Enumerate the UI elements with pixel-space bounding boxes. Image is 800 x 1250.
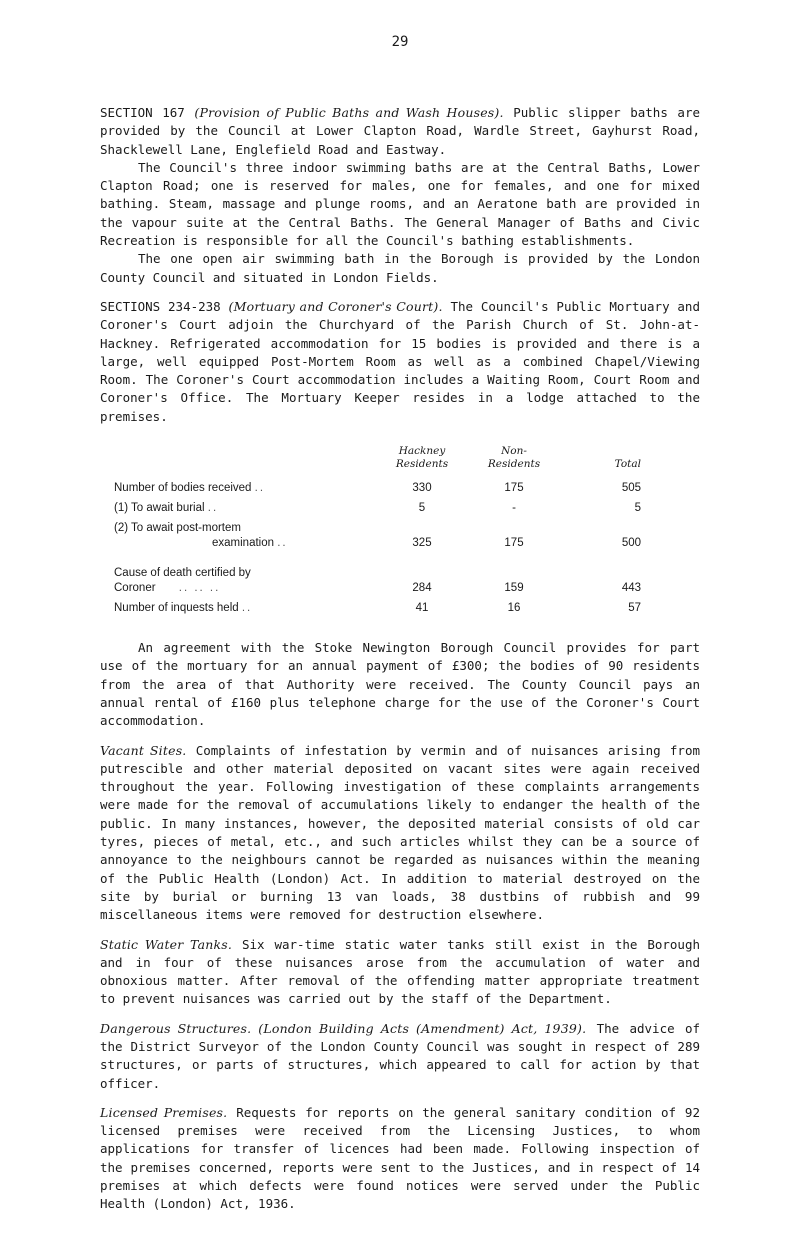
page-number: 29	[391, 34, 409, 50]
section-167-swimming-baths: The Council's three indoor swimming baths are at the Central Baths, Lower Clapton Road; one is reserved for males, one for females, and one for mixed bathing. Steam, massage and plunge rooms, and an Aeratone bath are provided in the vapour suite at the Central Baths. The General Manager of Baths and Civic Recreation is responsible for all the Council's bathing establishments.	[100, 159, 700, 249]
static-tanks-paragraph	[100, 936, 700, 1009]
section-167-heading: SECTION 167	[100, 105, 185, 120]
cell-total: 500	[621, 537, 641, 550]
page-content	[100, 104, 700, 1214]
leader-dots: ..	[254, 482, 266, 495]
cell-non-residents: -	[512, 502, 516, 515]
leader-dots: ..	[241, 602, 253, 615]
licensed-premises-paragraph	[100, 1104, 700, 1214]
section-167-text: Public slipper baths are provided by the Council at Lower Clapton Road, Wardle Street, Gayhurst Road, Shacklewell Lane, Englefield Road and Eastway.	[100, 105, 700, 157]
dangerous-structures-text: The advice of the District Surveyor of the London County Council was sought in respect of 289 structures, or parts of structures, which appeared to call for action by that officer.	[100, 1020, 700, 1091]
table-row	[114, 564, 651, 599]
row-label: Cause of death certified by	[114, 567, 251, 580]
cell-hackney: 325	[412, 537, 432, 550]
cell-non-residents: 159	[504, 582, 524, 595]
section-167-open-air: The one open air swimming bath in the Borough is provided by the London County Council and situated in London Fields.	[100, 251, 700, 285]
section-234-heading: SECTIONS 234-238	[100, 298, 221, 314]
row-label: Number of bodies received	[114, 482, 252, 495]
mortuary-table	[114, 444, 651, 619]
cell-non-residents: 16	[507, 602, 521, 615]
cell-non-residents: 175	[504, 482, 524, 495]
vacant-sites-paragraph	[100, 742, 700, 925]
section-167-paragraph	[100, 104, 700, 159]
licensed-premises-title: Licensed Premises.	[100, 1104, 228, 1120]
table-row	[114, 519, 651, 554]
row-label-continued: examination	[212, 537, 275, 550]
cell-hackney: 284	[412, 582, 432, 595]
cell-hackney: 330	[412, 482, 432, 495]
table-header-non-residents: Non- Residents	[487, 445, 541, 471]
row-label: (1) To await burial	[114, 502, 205, 515]
leader-dots: .. .. ..	[178, 582, 221, 595]
section-234-paragraph	[100, 298, 700, 426]
table-row	[114, 479, 651, 499]
cell-total: 443	[621, 582, 641, 595]
cell-total: 5	[634, 502, 641, 515]
agreement-paragraph: An agreement with the Stoke Newington Borough Council provides for part use of the mortuary for an annual payment of £300; the bodies of 90 residents from the area of that Authority were received. The County Council pays an annual rental of £160 plus telephone charge for the use of the Coroner's Court accommodation.	[100, 640, 700, 729]
cell-hackney: 5	[418, 502, 426, 515]
leader-dots: ..	[207, 502, 219, 515]
dangerous-structures-paragraph	[100, 1020, 700, 1093]
row-label: (2) To await post-mortem	[114, 522, 241, 535]
table-row	[114, 499, 651, 519]
static-tanks-text: Six war-time static water tanks still exist in the Borough and in four of these nuisances arose from the accumulation of water and obnoxious matter. After removal of the offending matter appropriate treatment to prevent nuisances was carried out by the staff of the Department.	[100, 936, 700, 1007]
dangerous-structures-title: Dangerous Structures. (London Building Acts (Amendment) Act, 1939).	[100, 1020, 587, 1036]
table-header-total: Total	[614, 458, 641, 471]
licensed-premises-text: Requests for reports on the general sanitary condition of 92 licensed premises were received from the Licensing Justices, to whom applications for transfer of licences had been made. Following inspection of the premises concerned, reports were sent to the Justices, and in respect of 14 premises at which defects were found notices were served under the Public Health (London) Act, 1936.	[100, 1104, 700, 1212]
cell-total: 505	[621, 482, 641, 495]
cell-non-residents: 175	[504, 537, 524, 550]
leader-dots: ..	[277, 537, 288, 550]
section-234-title: (Mortuary and Coroner's Court).	[228, 298, 443, 314]
cell-total: 57	[628, 602, 641, 615]
cell-hackney: 41	[415, 602, 429, 615]
vacant-sites-text: Complaints of infestation by vermin and of nuisances arising from putrescible and other material deposited on vacant sites were again received throughout the year. Following investigation of these complaints arrangements were made for the removal of accumulations likely to endanger the health of the public. In many instances, however, the deposited material consists of old car tyres, pieces of metal, etc., and such articles whilst they can be a source of annoyance to the neighbours cannot be regarded as nuisances within the meaning of the Public Health (London) Act. In addition to material destroyed on the site by burial or burning 13 van loads, 38 dustbins of rubbish and 99 miscellaneous items were removed for destruction elsewhere.	[100, 742, 700, 923]
table-header-row	[114, 444, 651, 479]
table-row	[114, 599, 651, 619]
row-label-continued: Coroner	[114, 582, 156, 595]
vacant-sites-title: Vacant Sites.	[100, 742, 187, 758]
static-tanks-title: Static Water Tanks.	[100, 936, 233, 952]
section-167-title: (Provision of Public Baths and Wash Houses).	[194, 105, 504, 120]
row-label: Number of inquests held	[114, 602, 239, 615]
section-234-text: The Council's Public Mortuary and Coroner's Court adjoin the Churchyard of the Parish Church of St. John-at-Hackney. Refrigerated accommodation for 15 bodies is provided and there is a large, well equipped Post-Mortem Room as well as a combined Chapel/Viewing Room. The Coroner's Court accommodation includes a Waiting Room, Court Room and Coroner's Office. The Mortuary Keeper resides in a lodge attached to the premises.	[100, 298, 700, 424]
table-header-blank	[114, 444, 376, 479]
table-header-hackney: Hackney Residents	[395, 445, 449, 471]
